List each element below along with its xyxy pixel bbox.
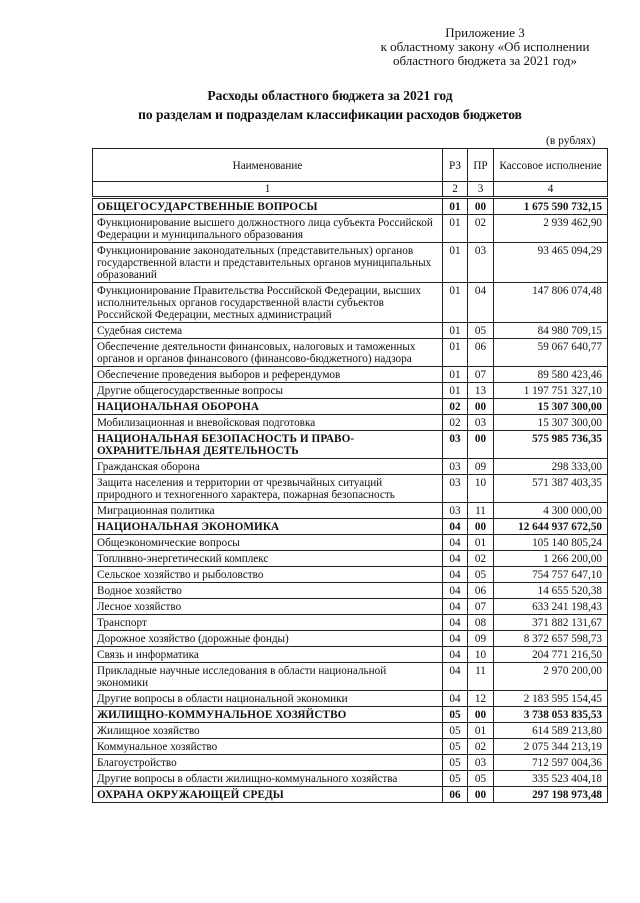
row-amount: 2 939 462,90 bbox=[494, 215, 608, 243]
row-pr: 01 bbox=[468, 723, 494, 739]
row-rz: 01 bbox=[443, 198, 468, 215]
row-pr: 00 bbox=[468, 707, 494, 723]
row-rz: 06 bbox=[443, 787, 468, 803]
table-row bbox=[93, 503, 608, 519]
header-amount: Кассовое исполнение bbox=[494, 149, 608, 182]
table-row bbox=[93, 215, 608, 243]
row-name: Транспорт bbox=[93, 615, 443, 631]
row-pr: 00 bbox=[468, 198, 494, 215]
row-name: Судебная система bbox=[93, 323, 443, 339]
row-amount: 105 140 805,24 bbox=[494, 535, 608, 551]
column-number: 4 bbox=[494, 182, 608, 198]
table-row bbox=[93, 415, 608, 431]
table-row bbox=[93, 647, 608, 663]
row-rz: 04 bbox=[443, 647, 468, 663]
row-amount: 93 465 094,29 bbox=[494, 243, 608, 283]
row-rz: 03 bbox=[443, 475, 468, 503]
row-rz: 03 bbox=[443, 503, 468, 519]
row-pr: 03 bbox=[468, 243, 494, 283]
row-pr: 02 bbox=[468, 739, 494, 755]
row-pr: 09 bbox=[468, 459, 494, 475]
section-row bbox=[93, 707, 608, 723]
row-name: Общеэкономические вопросы bbox=[93, 535, 443, 551]
row-name: Прикладные научные исследования в области национальной экономики bbox=[93, 663, 443, 691]
column-number: 2 bbox=[443, 182, 468, 198]
row-rz: 04 bbox=[443, 631, 468, 647]
row-pr: 00 bbox=[468, 399, 494, 415]
row-amount: 1 197 751 327,10 bbox=[494, 383, 608, 399]
row-name: Сельское хозяйство и рыболовство bbox=[93, 567, 443, 583]
column-number: 3 bbox=[468, 182, 494, 198]
row-rz: 04 bbox=[443, 551, 468, 567]
table-row bbox=[93, 691, 608, 707]
row-name: Топливно-энергетический комплекс bbox=[93, 551, 443, 567]
row-name: Другие общегосударственные вопросы bbox=[93, 383, 443, 399]
row-pr: 10 bbox=[468, 647, 494, 663]
row-name: ОХРАНА ОКРУЖАЮЩЕЙ СРЕДЫ bbox=[93, 787, 443, 803]
row-pr: 00 bbox=[468, 519, 494, 535]
row-name: НАЦИОНАЛЬНАЯ БЕЗОПАСНОСТЬ И ПРАВО-ОХРАНИТЕЛЬНАЯ ДЕЯТЕЛЬНОСТЬ bbox=[93, 431, 443, 459]
header-pr: ПР bbox=[468, 149, 494, 182]
column-number-row bbox=[93, 182, 608, 198]
row-pr: 09 bbox=[468, 631, 494, 647]
row-pr: 02 bbox=[468, 215, 494, 243]
table-row bbox=[93, 723, 608, 739]
row-rz: 05 bbox=[443, 771, 468, 787]
row-pr: 05 bbox=[468, 771, 494, 787]
table-body bbox=[93, 198, 608, 803]
row-amount: 89 580 423,46 bbox=[494, 367, 608, 383]
row-rz: 02 bbox=[443, 399, 468, 415]
row-rz: 04 bbox=[443, 599, 468, 615]
row-pr: 13 bbox=[468, 383, 494, 399]
header-rz: РЗ bbox=[443, 149, 468, 182]
row-pr: 12 bbox=[468, 691, 494, 707]
row-rz: 04 bbox=[443, 691, 468, 707]
appendix-line: Приложение 3 bbox=[445, 25, 525, 40]
expenditure-table bbox=[92, 148, 608, 803]
row-amount: 297 198 973,48 bbox=[494, 787, 608, 803]
row-amount: 298 333,00 bbox=[494, 459, 608, 475]
row-rz: 02 bbox=[443, 415, 468, 431]
table-row bbox=[93, 739, 608, 755]
row-rz: 01 bbox=[443, 367, 468, 383]
row-rz: 03 bbox=[443, 431, 468, 459]
row-pr: 00 bbox=[468, 787, 494, 803]
row-amount: 575 985 736,35 bbox=[494, 431, 608, 459]
table-row bbox=[93, 339, 608, 367]
row-pr: 11 bbox=[468, 503, 494, 519]
row-pr: 03 bbox=[468, 755, 494, 771]
row-amount: 371 882 131,67 bbox=[494, 615, 608, 631]
row-rz: 04 bbox=[443, 663, 468, 691]
row-name: Функционирование законодательных (представительных) органов государственной власти и представительных органов муниципальных образований bbox=[93, 243, 443, 283]
row-name: ЖИЛИЩНО-КОММУНАЛЬНОЕ ХОЗЯЙСТВО bbox=[93, 707, 443, 723]
table-row bbox=[93, 567, 608, 583]
row-pr: 08 bbox=[468, 615, 494, 631]
row-rz: 04 bbox=[443, 583, 468, 599]
row-rz: 05 bbox=[443, 707, 468, 723]
document-title bbox=[60, 86, 600, 124]
section-row bbox=[93, 198, 608, 215]
row-pr: 07 bbox=[468, 367, 494, 383]
row-name: Коммунальное хозяйство bbox=[93, 739, 443, 755]
row-amount: 754 757 647,10 bbox=[494, 567, 608, 583]
table-row bbox=[93, 383, 608, 399]
row-rz: 01 bbox=[443, 339, 468, 367]
row-pr: 03 bbox=[468, 415, 494, 431]
row-pr: 11 bbox=[468, 663, 494, 691]
row-amount: 1 675 590 732,15 bbox=[494, 198, 608, 215]
row-amount: 712 597 004,36 bbox=[494, 755, 608, 771]
row-name: Гражданская оборона bbox=[93, 459, 443, 475]
row-name: Водное хозяйство bbox=[93, 583, 443, 599]
row-amount: 15 307 300,00 bbox=[494, 415, 608, 431]
row-pr: 00 bbox=[468, 431, 494, 459]
row-rz: 04 bbox=[443, 567, 468, 583]
table-row bbox=[93, 771, 608, 787]
row-name: Дорожное хозяйство (дорожные фонды) bbox=[93, 631, 443, 647]
section-row bbox=[93, 787, 608, 803]
row-name: Связь и информатика bbox=[93, 647, 443, 663]
table-row bbox=[93, 631, 608, 647]
row-amount: 2 970 200,00 bbox=[494, 663, 608, 691]
table-row bbox=[93, 283, 608, 323]
table-row bbox=[93, 551, 608, 567]
row-rz: 05 bbox=[443, 723, 468, 739]
row-rz: 03 bbox=[443, 459, 468, 475]
row-pr: 02 bbox=[468, 551, 494, 567]
appendix-line: к областному закону «Об исполнении bbox=[380, 39, 590, 54]
row-rz: 01 bbox=[443, 243, 468, 283]
row-name: НАЦИОНАЛЬНАЯ ЭКОНОМИКА bbox=[93, 519, 443, 535]
table-row bbox=[93, 367, 608, 383]
row-amount: 59 067 640,77 bbox=[494, 339, 608, 367]
title-line: Расходы областного бюджета за 2021 год bbox=[207, 88, 453, 103]
row-pr: 05 bbox=[468, 323, 494, 339]
table-row bbox=[93, 475, 608, 503]
row-amount: 3 738 053 835,53 bbox=[494, 707, 608, 723]
table-header-row bbox=[93, 149, 608, 182]
row-name: Обеспечение деятельности финансовых, налоговых и таможенных органов и органов финансового (финансово-бюджетного) надзора bbox=[93, 339, 443, 367]
table-row bbox=[93, 615, 608, 631]
row-rz: 01 bbox=[443, 323, 468, 339]
row-name: Функционирование высшего должностного лица субъекта Российской Федерации и муниципального образования bbox=[93, 215, 443, 243]
row-amount: 2 183 595 154,45 bbox=[494, 691, 608, 707]
row-rz: 04 bbox=[443, 535, 468, 551]
appendix-note bbox=[355, 26, 615, 68]
row-name: Жилищное хозяйство bbox=[93, 723, 443, 739]
row-amount: 2 075 344 213,19 bbox=[494, 739, 608, 755]
row-name: Лесное хозяйство bbox=[93, 599, 443, 615]
header-name: Наименование bbox=[93, 149, 443, 182]
table-row bbox=[93, 663, 608, 691]
row-amount: 1 266 200,00 bbox=[494, 551, 608, 567]
table-row bbox=[93, 583, 608, 599]
section-row bbox=[93, 399, 608, 415]
units-label: (в рублях) bbox=[546, 135, 596, 147]
row-pr: 06 bbox=[468, 583, 494, 599]
row-amount: 204 771 216,50 bbox=[494, 647, 608, 663]
row-pr: 07 bbox=[468, 599, 494, 615]
row-rz: 01 bbox=[443, 383, 468, 399]
table-row bbox=[93, 599, 608, 615]
row-amount: 147 806 074,48 bbox=[494, 283, 608, 323]
row-pr: 04 bbox=[468, 283, 494, 323]
row-amount: 14 655 520,38 bbox=[494, 583, 608, 599]
row-amount: 335 523 404,18 bbox=[494, 771, 608, 787]
row-amount: 614 589 213,80 bbox=[494, 723, 608, 739]
row-name: Мобилизационная и вневойсковая подготовка bbox=[93, 415, 443, 431]
title-line: по разделам и подразделам классификации расходов бюджетов bbox=[138, 107, 522, 122]
row-name: Защита населения и территории от чрезвычайных ситуаций природного и техногенного характера, пожарная безопасность bbox=[93, 475, 443, 503]
row-amount: 15 307 300,00 bbox=[494, 399, 608, 415]
row-rz: 05 bbox=[443, 739, 468, 755]
row-amount: 12 644 937 672,50 bbox=[494, 519, 608, 535]
row-name: Обеспечение проведения выборов и референдумов bbox=[93, 367, 443, 383]
section-row bbox=[93, 431, 608, 459]
row-pr: 10 bbox=[468, 475, 494, 503]
row-pr: 05 bbox=[468, 567, 494, 583]
row-name: Благоустройство bbox=[93, 755, 443, 771]
row-amount: 4 300 000,00 bbox=[494, 503, 608, 519]
row-name: Функционирование Правительства Российской Федерации, высших исполнительных органов государственной власти субъектов Российской Федерации, местных администраций bbox=[93, 283, 443, 323]
row-rz: 04 bbox=[443, 615, 468, 631]
table-row bbox=[93, 243, 608, 283]
row-amount: 8 372 657 598,73 bbox=[494, 631, 608, 647]
row-name: Другие вопросы в области жилищно-коммунального хозяйства bbox=[93, 771, 443, 787]
section-row bbox=[93, 519, 608, 535]
appendix-line: областного бюджета за 2021 год» bbox=[392, 53, 578, 68]
row-name: ОБЩЕГОСУДАРСТВЕННЫЕ ВОПРОСЫ bbox=[93, 198, 443, 215]
row-amount: 633 241 198,43 bbox=[494, 599, 608, 615]
row-name: НАЦИОНАЛЬНАЯ ОБОРОНА bbox=[93, 399, 443, 415]
column-number: 1 bbox=[93, 182, 443, 198]
row-name: Другие вопросы в области национальной экономики bbox=[93, 691, 443, 707]
row-pr: 01 bbox=[468, 535, 494, 551]
row-amount: 571 387 403,35 bbox=[494, 475, 608, 503]
table-row bbox=[93, 535, 608, 551]
table-row bbox=[93, 755, 608, 771]
table-row bbox=[93, 323, 608, 339]
row-rz: 01 bbox=[443, 283, 468, 323]
row-rz: 05 bbox=[443, 755, 468, 771]
row-name: Миграционная политика bbox=[93, 503, 443, 519]
row-pr: 06 bbox=[468, 339, 494, 367]
row-amount: 84 980 709,15 bbox=[494, 323, 608, 339]
table-row bbox=[93, 459, 608, 475]
row-rz: 01 bbox=[443, 215, 468, 243]
row-rz: 04 bbox=[443, 519, 468, 535]
